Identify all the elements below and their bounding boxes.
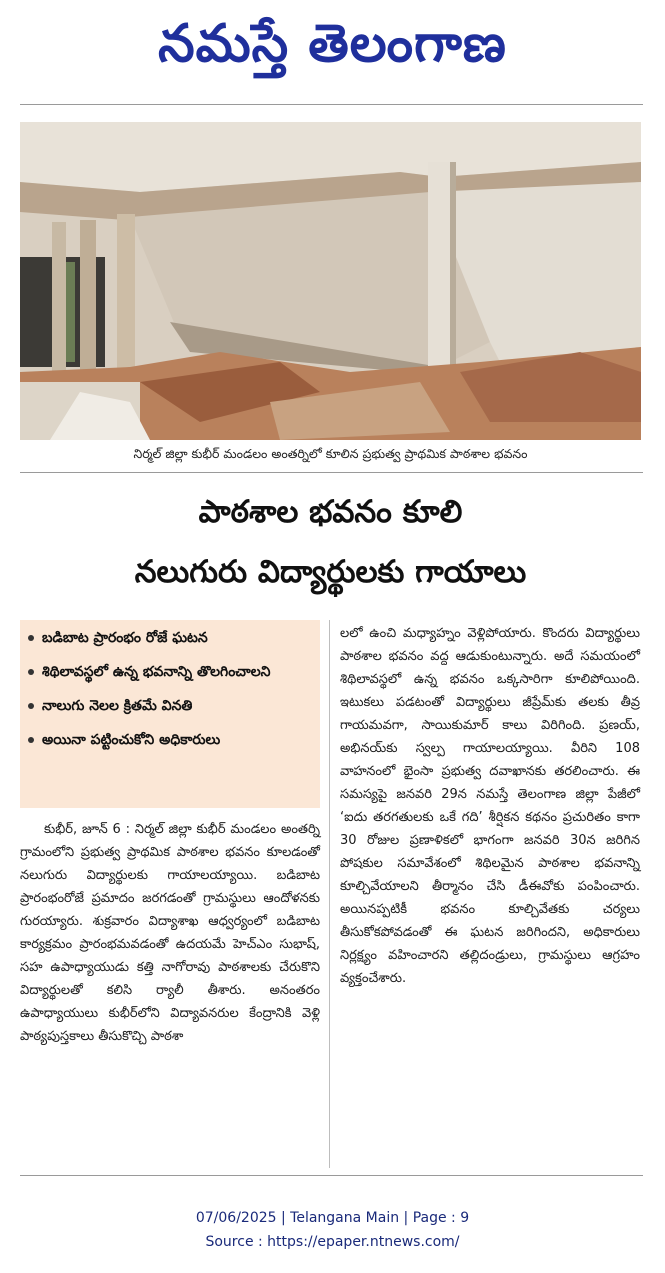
masthead-rule [20, 104, 643, 105]
headline-line-1: పాఠశాల భవనం కూలి [198, 494, 463, 530]
summary-point: నాలుగు నెలల క్రితమే వినతి [28, 696, 314, 716]
caption-rule [20, 472, 643, 473]
summary-point: బడిబాట ప్రారంభం రోజే ఘటన [28, 628, 314, 648]
headline-line-2: నలుగురు విద్యార్థులకు గాయాలు [134, 554, 527, 590]
summary-point: అయినా పట్టించుకోని అధికారులు [28, 730, 314, 750]
footer-edition: 07/06/2025 | Telangana Main | Page : 9 [195, 1210, 470, 1226]
photo-caption: నిర్మల్ జిల్లా కుభీర్ మండలం అంతర్నిలో కూలిన ప్రభుత్వ ప్రాథమిక పాఠశాల భవనం [133, 446, 528, 461]
article-right-text: లలో ఉంచి మధ్యాహ్నం వెళ్లిపోయారు. కొందరు విద్యార్థులు పాఠశాల భవనం వద్ద ఆడుకుంటున్నారు. అదే సమయంలో శిథిలావస్థలో ఉన్న భవనం ఒక్కసారిగా కూలిపోయింది. ఇటుకలు పడటంతో విద్యార్థులు జీప్రేమ్‌కు తలకు తీవ్ర గాయమవగా, సాయికుమార్ కాలు విరిగింది. ప్రణయ్, అభినయ్‌కు స్వల్ప గాయాలయ్యాయి. వీరిని 108 వాహనంలో భైంసా ప్రభుత్వ దవాఖానకు తరలించారు. ఈ సమస్యపై జనవరి 29న నమస్తే తెలంగాణ జిల్లా పేజీలో ‘ఐదు తరగతులకు ఒకే గది’ శీర్షికన కథనం ప్రచురితం కాగా 30 రోజుల ప్రణాళికలో భాగంగా జనవరి 30న జరిగిన పోషకుల సమావేశంలో శిథిలమైన పాఠశాల భవనాన్ని కూల్చివేయాలని తీర్మానం చేసి డీఈవోకు పంపించారు. అయినప్పటికీ భవనం కూల్చివేతకు చర్యలు తీసుకోకపోవడంతో ఈ ఘటన జరిగిందని, అధికారులు నిర్లక్ష్యం వహించారని తల్లిదండ్రులు, గ్రామస్థులు ఆగ్రహం వ్యక్తంచేశారు. [340, 626, 640, 986]
article-right-column [340, 622, 640, 990]
summary-point: శిథిలావస్థలో ఉన్న భవనాన్ని తొలగించాలని [28, 662, 314, 682]
news-photo [20, 122, 641, 440]
masthead-title: నమస్తే తెలంగాణ [158, 13, 507, 74]
article-left-column [20, 818, 320, 1048]
footer-rule [20, 1175, 643, 1176]
collapsed-building-photo-icon [20, 122, 641, 440]
summary-box [20, 620, 320, 808]
article-left-text: కుభీర్, జూన్ 6 : నిర్మల్ జిల్లా కుభీర్ మండలం అంతర్ని గ్రామంలోని ప్రభుత్వ ప్రాథమిక పాఠశాల భవనం కూలడంతో నలుగురు విద్యార్థులకు గాయాలయ్యాయి. బడిబాట ప్రారంభంరోజే ప్రమాదం జరగడంతో గ్రామస్థులు ఆందోళనకు గురయ్యారు. శుక్రవారం విద్యాశాఖ ఆధ్వర్యంలో బడిబాట కార్యక్రమం ప్రారంభమవడంతో ఉదయమే హెచ్‌ఎం సుభాష్, సహ ఉపాధ్యాయుడు కత్తి నాగోరావు పాఠశాలకు చేరుకొని విద్యార్థులతో కలిసి ర్యాలీ తీశారు. అనంతరం ఉపాధ్యాయులు కుభీర్‌లోని విద్యావనరుల కేంద్రానికి వెళ్లి పాఠ్యపుస్తకాలు తీసుకొచ్చి పాఠశా [20, 822, 320, 1044]
column-divider [329, 620, 330, 1168]
footer-source: Source : https://epaper.ntnews.com/ [205, 1234, 460, 1250]
masthead [0, 0, 665, 100]
